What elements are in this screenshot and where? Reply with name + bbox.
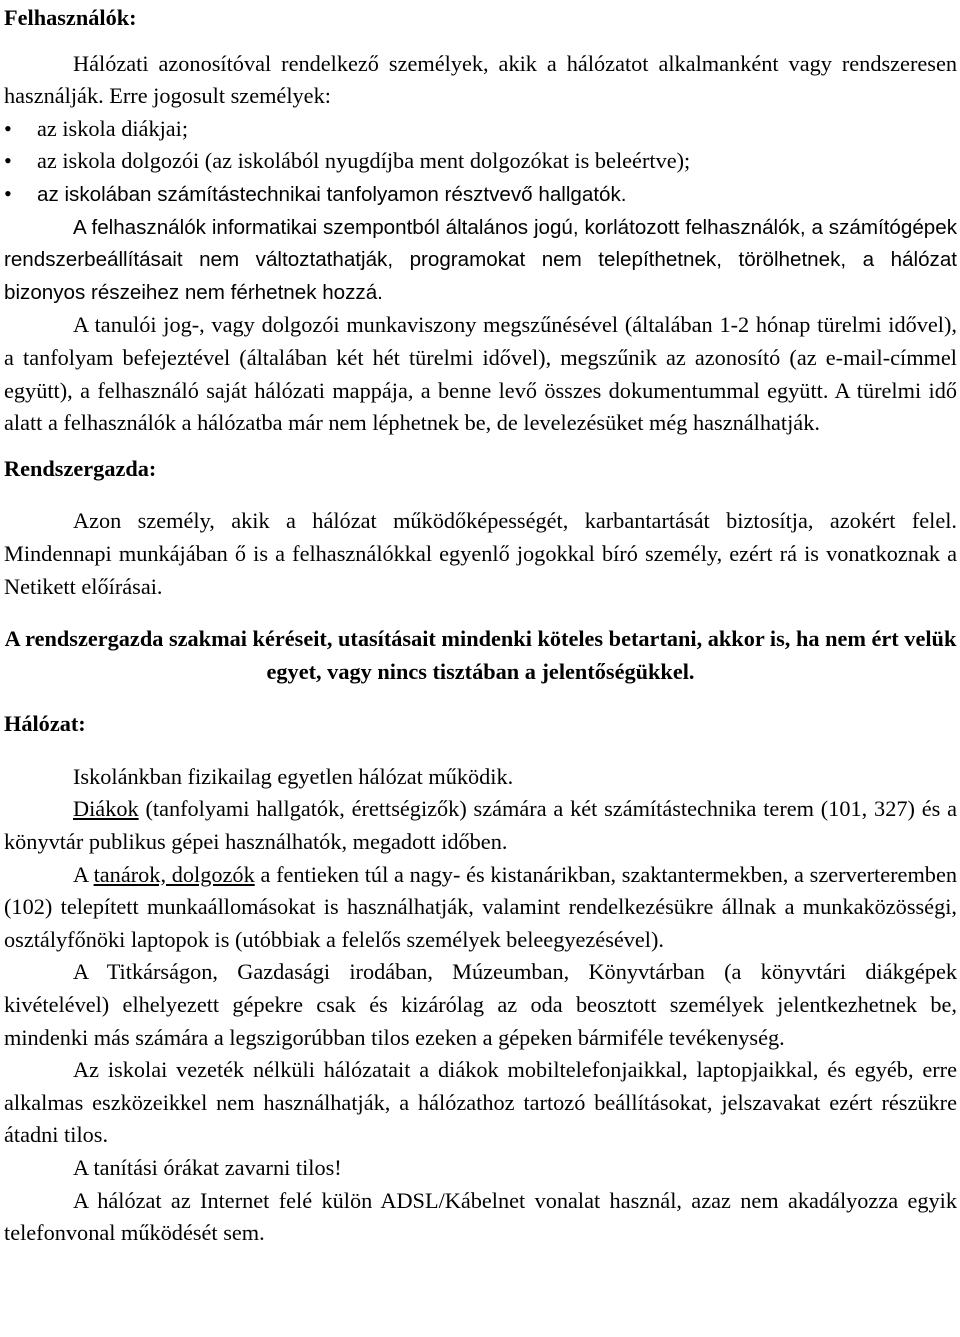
spacer: [4, 741, 957, 761]
paragraph-network-wireless: Az iskolai vezeték nélküli hálózatait a diákok mobiltelefonjaikkal, laptopjaikkal, és egyéb, erre alkalmas eszközeikkel nem használhatják, a hálózathoz tartozó beállításokat, jelszavakat ezért részükre átadni tilos.: [4, 1057, 957, 1148]
paragraph-network-internet: A hálózat az Internet felé külön ADSL/Kábelnet vonalat használ, azaz nem akadályozza egyik telefonvonal működését sem.: [4, 1187, 957, 1246]
paragraph-text: (tanfolyami hallgatók, érettségizők) számára a két számítástechnika terem (101, 327) és a könyvtár publikus gépei használhatók, megadott időben.: [4, 796, 957, 855]
bullet-icon: •: [4, 148, 12, 174]
list-item: [4, 145, 957, 178]
list-item: [4, 113, 957, 146]
paragraph-users-intro: Hálózati azonosítóval rendelkező személyek, akik a hálózatot alkalmanként vagy rendszeresen használják. Erre jogosult személyek:: [4, 50, 957, 109]
bullet-icon: •: [4, 180, 12, 206]
spacer: [4, 485, 957, 505]
paragraph-admin: Azon személy, akik a hálózat működőképességét, karbantartását biztosítja, azokért felel. Mindennapi munkájában ő is a felhasználókkal egyenlő jogokkal bíró személy, ezért rá is vonatkoznak a Netikett előírásai.: [4, 508, 957, 599]
list-item-text: az iskolában számítástechnikai tanfolyamon résztvevő hallgatók.: [37, 182, 627, 206]
spacer: [4, 603, 957, 623]
list-item-text: az iskola dolgozói (az iskolából nyugdíjba ment dolgozókat is beleértve);: [37, 148, 691, 174]
students-link[interactable]: Diákok: [73, 796, 139, 822]
paragraph-network-1: Iskolánkban fizikailag egyetlen hálózat működik.: [73, 763, 514, 789]
heading-admin: Rendszergazda:: [4, 455, 157, 481]
spacer: [4, 688, 957, 708]
paragraph-network-staff: [4, 859, 957, 957]
admin-notice: A rendszergazda szakmai kéréseit, utasításait mindenki köteles betartani, akkor is, ha nem ért velük egyet, vagy nincs tisztában a jelentőségükkel.: [4, 626, 957, 684]
paragraph-text: a fentieken túl a nagy- és kistanárikban, szaktantermekben, a szerverteremben (102) telepített munkaállomásokat is használhatják, valamint rendelkezésükre állnak a munkaközösségi, osztályfőnöki laptopok is (utóbbiak a felelős személyek beleegyezésével).: [4, 861, 957, 952]
bullet-icon: •: [4, 115, 12, 141]
paragraph-network-students: [4, 793, 957, 858]
eligible-users-list: [4, 113, 957, 212]
paragraph-network-restricted: A Titkárságon, Gazdasági irodában, Múzeumban, Könyvtárban (a könyvtári diákgépek kivételével) elhelyezett gépekre csak és kizárólag az oda beosztott személyek jelentkezhetnek be, mindenki más számára a legszigorúbban tilos ezeken a gépeken bármiféle tevékenység.: [4, 959, 957, 1050]
paragraph-text: A: [73, 861, 94, 887]
paragraph-termination: A tanulói jog-, vagy dolgozói munkaviszony megszűnésével (általában 1-2 hónap türelmi idővel), a tanfolyam befejeztével (általában két hét türelmi idővel), megszűnik az azonosító (az e-mail-címmel együtt), a felhasználó saját hálózati mappája, a benne levő összes dokumentummal együtt. A türelmi idő alatt a felhasználók a hálózatba már nem léphetnek be, de levelezésüket még használhatják.: [4, 312, 957, 436]
list-item: [4, 178, 957, 212]
heading-network: Hálózat:: [4, 711, 86, 737]
spacer: [4, 35, 957, 48]
paragraph-network-no-disturb: A tanítási órákat zavarni tilos!: [73, 1155, 342, 1180]
staff-link[interactable]: tanárok, dolgozók: [93, 861, 255, 887]
paragraph-user-rights: A felhasználók informatikai szempontból általános jogú, korlátozott felhasználók, a számítógépek rendszerbeállításait nem változtathatják, programokat nem telepíthetnek, törölhetnek, a hálózat bizonyos részeihez nem férhetnek hozzá.: [4, 215, 957, 304]
spacer: [4, 440, 957, 453]
heading-users: Felhasználók:: [4, 5, 137, 30]
list-item-text: az iskola diákjai;: [37, 115, 189, 141]
